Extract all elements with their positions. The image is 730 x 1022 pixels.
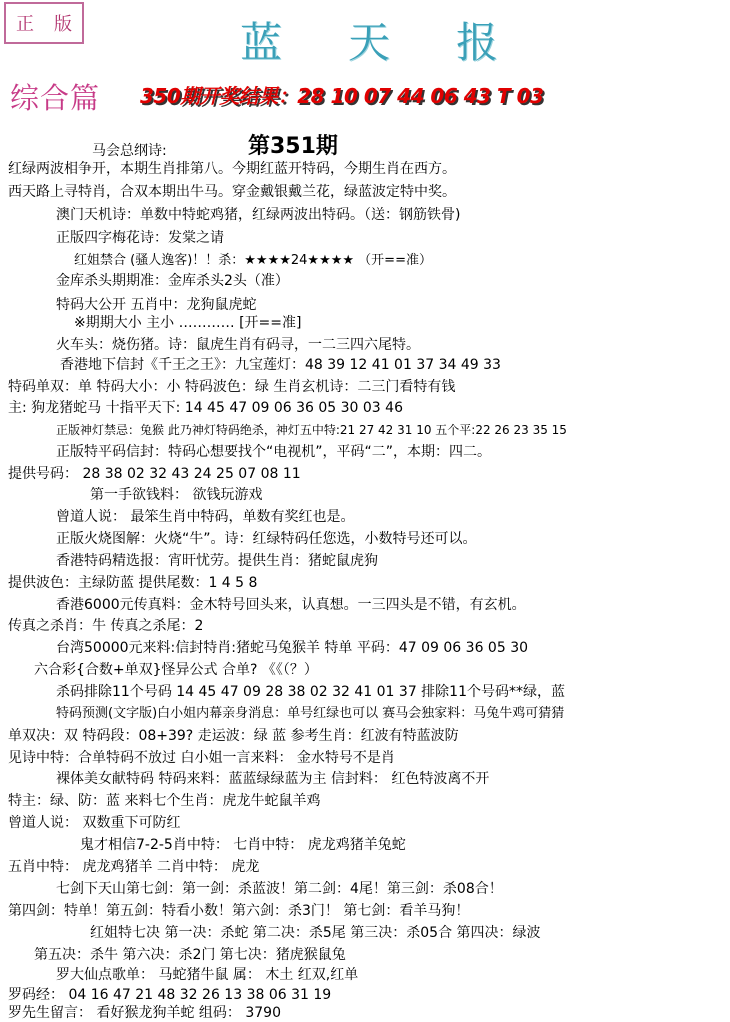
- text-line: 特码预测(文字版)白小姐内幕亲身消息：单号红绿也可以 赛马会独家料：马兔牛鸡可猜猜: [56, 706, 565, 721]
- text-line: 火车头：烧伤猪。诗：鼠虎生肖有码寻，一二三四六尾特。: [56, 337, 420, 353]
- text-line: 正版火烧图解：火烧“牛”。诗：红绿特码任您选，小数特号还可以。: [56, 531, 477, 547]
- text-line: 红姐禁合 (骚人逸客)！！杀：★★★★24★★★★ （开==准）: [74, 253, 432, 268]
- text-line: 提供波色：主绿防蓝 提供尾数：1 4 5 8: [8, 575, 258, 591]
- text-line: 提供号码： 28 38 02 32 43 24 25 07 08 11: [8, 466, 301, 482]
- text-line: 罗大仙点歌单： 马蛇猪牛鼠 属： 木土 红双,红单: [56, 967, 359, 983]
- text-line: 红姐特七决 第一决：杀蛇 第二决：杀5尾 第三决：杀05合 第四决：绿波: [90, 925, 541, 941]
- text-line: 特码大公开 五肖中：龙狗鼠虎蛇: [56, 297, 257, 313]
- text-line: 第一手欲钱料： 欲钱玩游戏: [90, 487, 263, 503]
- newspaper-title: [240, 10, 500, 70]
- text-line: 西天路上寻特肖，合双本期出牛马。穿金戴银戴兰花，绿蓝波定特中奖。: [8, 184, 456, 200]
- issue-number: 第351期: [248, 134, 338, 159]
- text-line: 曾道人说： 最笨生肖中特码，单数有奖红也是。: [56, 509, 355, 525]
- text-line: 正版神灯禁忌：兔猴 此乃神灯特码绝杀，神灯五中特:21 27 42 31 10 五个平:22 26 23 35 15: [56, 423, 567, 437]
- text-line: 传真之杀肖：牛 传真之杀尾：2: [8, 618, 204, 634]
- title-char: 报: [455, 18, 500, 67]
- text-line: 六合彩{合数+单双}怪异公式 合单? 《《（？）: [34, 662, 318, 678]
- stamp-char: 正: [16, 14, 34, 35]
- title-char: 天: [347, 18, 392, 67]
- text-line: 香港6000元传真料：金木特号回头来，认真想。一三四头是不错，有玄机。: [56, 597, 526, 613]
- text-line: 第四剑：特单！第五剑：特看小数！第六剑：杀3门！ 第七剑：看羊马狗！: [8, 903, 470, 919]
- title-char: 蓝: [240, 18, 285, 67]
- text-line: 主: 狗龙猪蛇马 十指平天下: 14 45 47 09 06 36 05 30 03 46: [8, 400, 403, 416]
- text-line: 五肖中特： 虎龙鸡猪羊 二肖中特： 虎龙: [8, 859, 260, 875]
- text-line: 罗先生留言： 看好猴龙狗羊蛇 组码： 3790: [8, 1005, 281, 1021]
- text-line: 见诗中特：合单特码不放过 白小姐一言来料： 金水特号不是肖: [8, 750, 395, 766]
- text-line: 裸体美女献特码 特码来料：蓝蓝绿绿蓝为主 信封料： 红色特波离不开: [56, 771, 490, 787]
- poem-label: 马会总纲诗:: [92, 143, 167, 159]
- text-line: 台湾50000元来料:信封特肖:猪蛇马兔猴羊 特单 平码：47 09 06 36 05 30: [56, 640, 529, 656]
- text-line: 香港地下信封《千王之王》：九宝莲灯：48 39 12 41 01 37 34 49 33: [60, 357, 501, 373]
- authentic-stamp: [4, 2, 84, 44]
- stamp-char: 版: [54, 14, 72, 35]
- text-line: 鬼才相信7-2-5肖中特： 七肖中特： 虎龙鸡猪羊兔蛇: [80, 837, 406, 853]
- text-line: ※期期大小 主小 ………… [开==准]: [74, 315, 302, 331]
- text-line: 红绿两波相争开，本期生肖排第八。今期红蓝开特码，今期生肖在西方。: [8, 161, 456, 177]
- draw-result: 350期开奖结果：28 10 07 44 06 43 T 03: [140, 84, 544, 108]
- text-line: 正版四字梅花诗：发棠之请: [56, 230, 224, 246]
- text-line: 香港特码精选报：宵旰忧劳。提供生肖：猪蛇鼠虎狗: [56, 553, 378, 569]
- text-line: 单双决：双 特码段：08+39? 走运波：绿 蓝 参考生肖：红波有特蓝波防: [8, 728, 459, 744]
- text-line: 杀码排除11个号码 14 45 47 09 28 38 02 32 41 01 37 排除11个号码**绿，蓝: [56, 684, 565, 700]
- text-line: 特码单双：单 特码大小：小 特码波色：绿 生肖玄机诗：二三门看特有钱: [8, 379, 456, 395]
- text-line: 曾道人说： 双数重下可防红: [8, 815, 181, 831]
- text-line: 特主：绿、防：蓝 来料七个生肖：虎龙牛蛇鼠羊鸡: [8, 793, 321, 809]
- text-line: 澳门天机诗：单数中特蛇鸡猪，红绿两波出特码。（送：钢筋铁骨): [56, 207, 461, 223]
- section-title: 综合篇: [10, 81, 101, 115]
- text-line: 第五决：杀牛 第六决：杀2门 第七决：猪虎猴鼠兔: [34, 947, 346, 963]
- text-line: 正版特平码信封：特码心想要找个“电视机”，平码“二”，本期：四二。: [56, 444, 492, 460]
- text-line: 罗码经： 04 16 47 21 48 32 26 13 38 06 31 19: [8, 987, 332, 1003]
- text-line: 七剑下天山第七剑：第一剑：杀蓝波！第二剑：4尾！第三剑：杀08合！: [56, 881, 503, 897]
- text-line: 金库杀头期期准：金库杀头2头（准）: [56, 273, 289, 289]
